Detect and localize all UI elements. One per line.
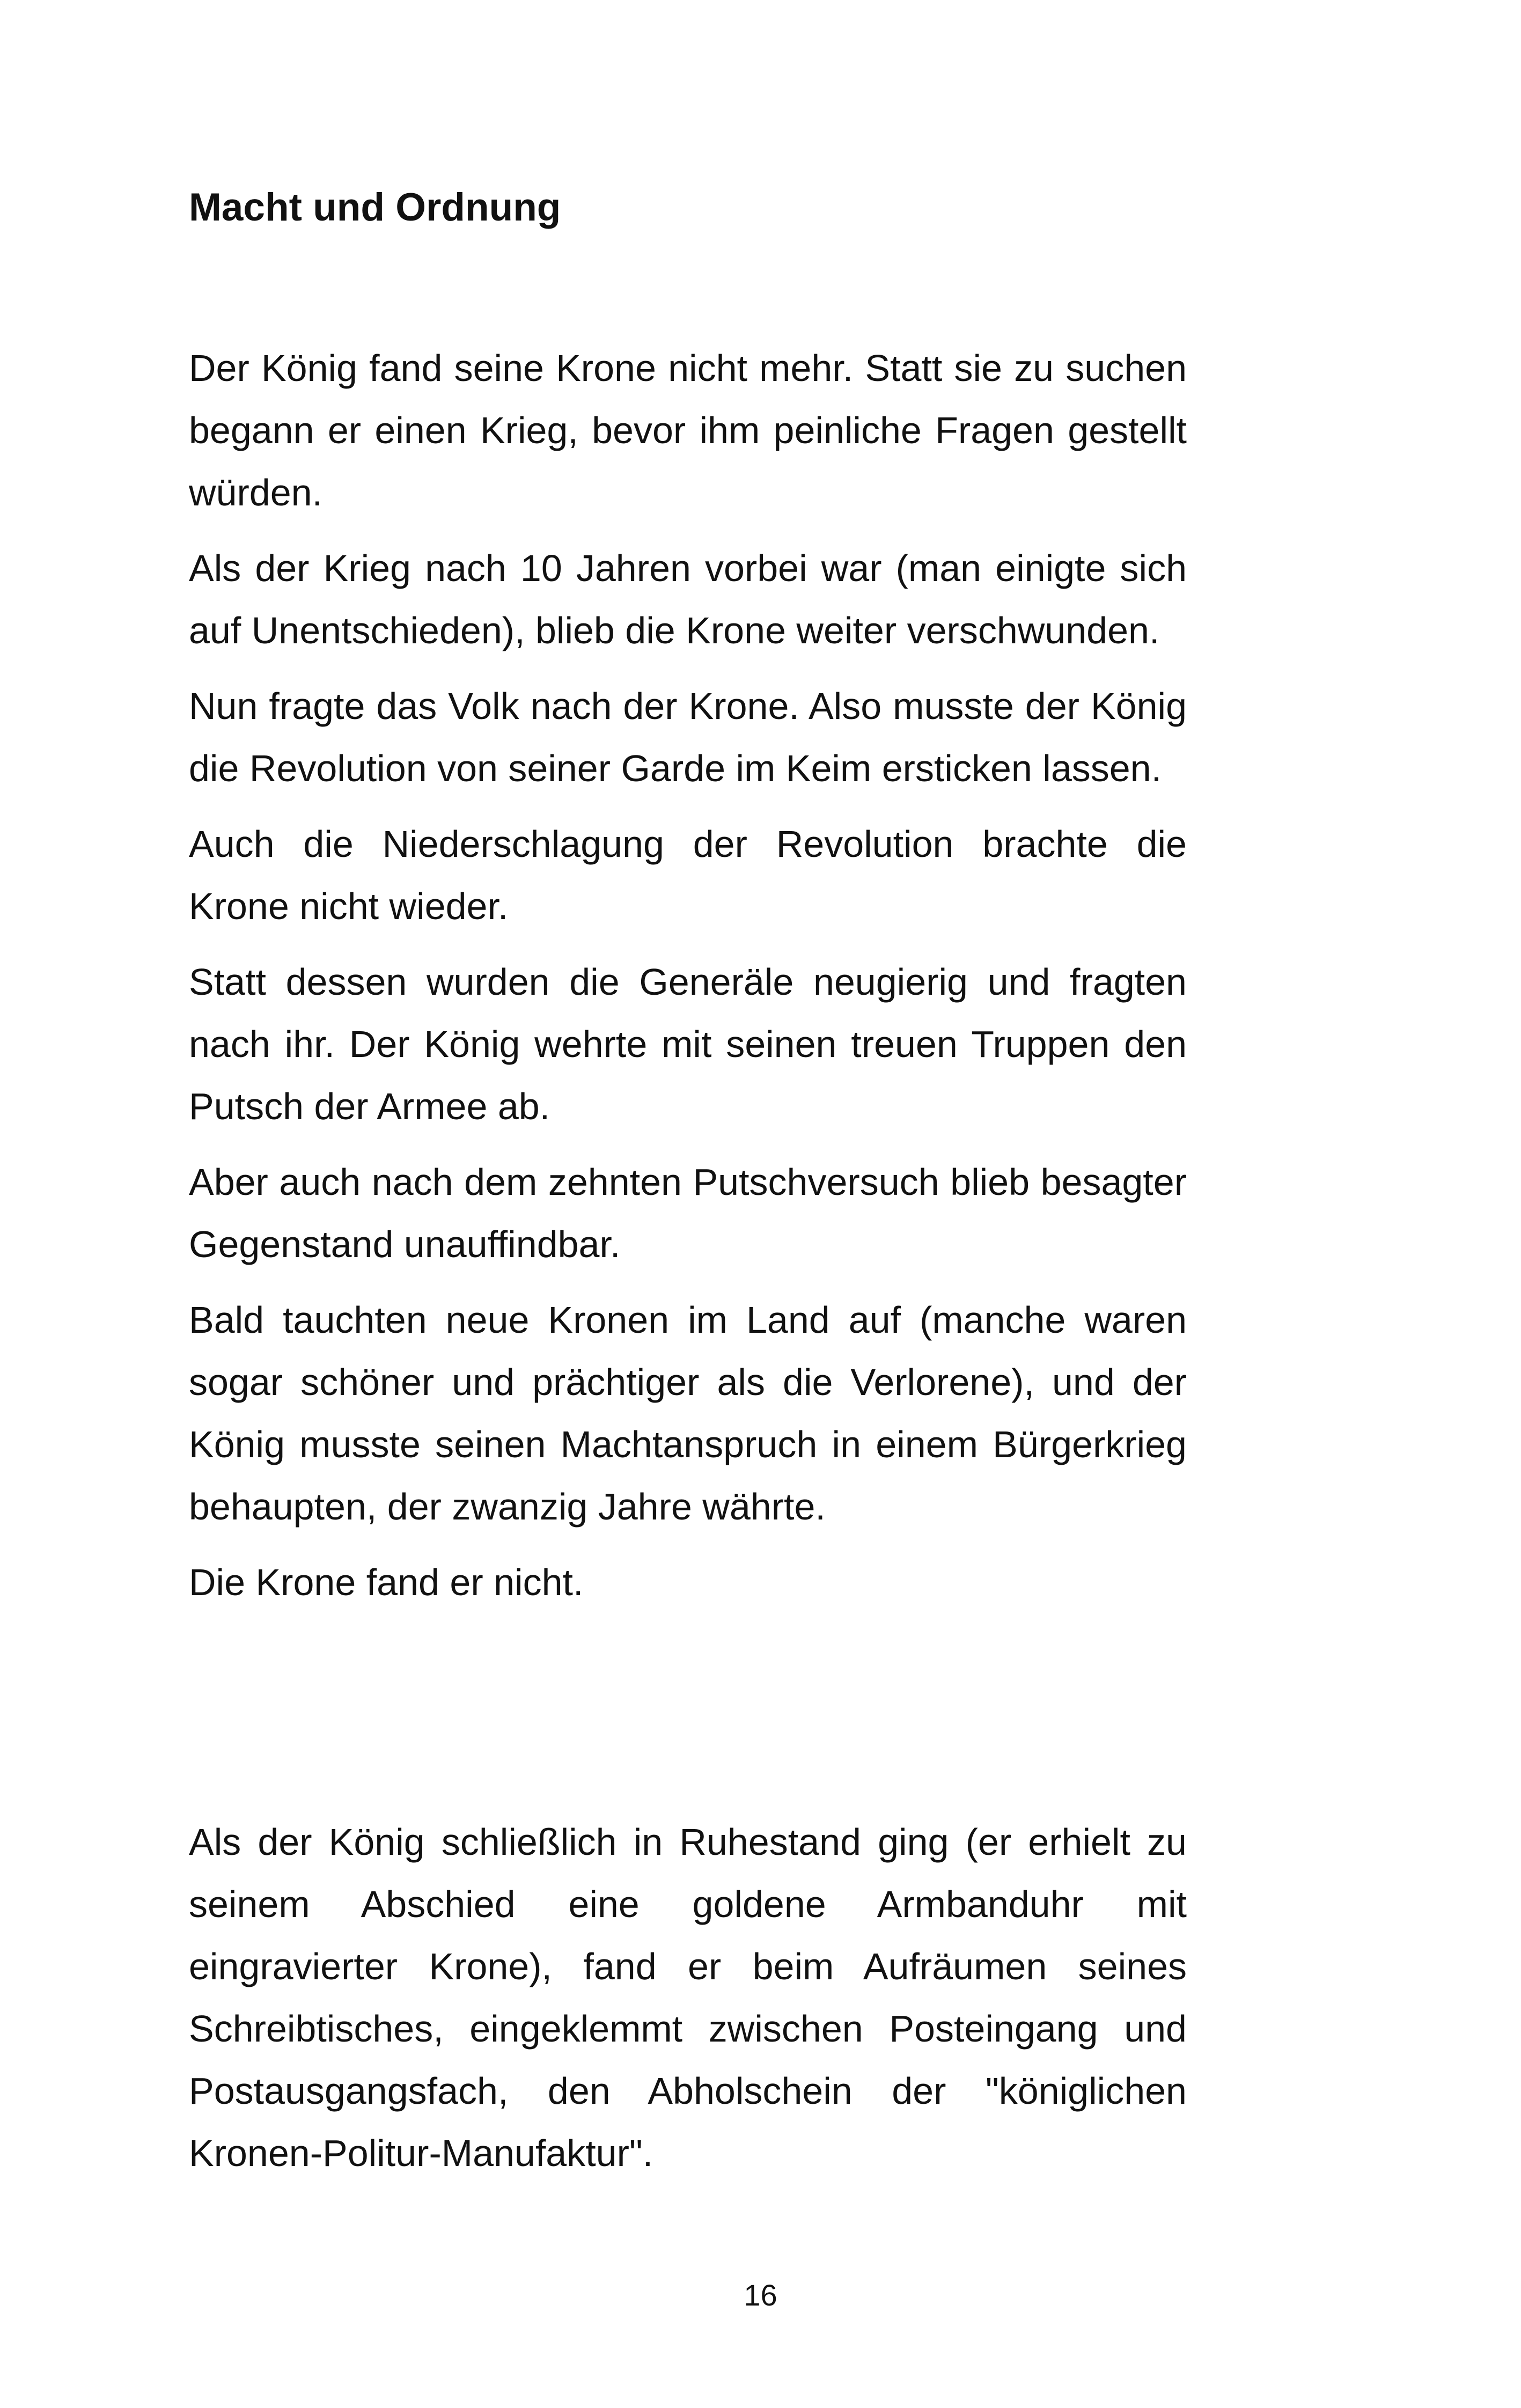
chapter-title: Macht und Ordnung xyxy=(189,186,561,229)
story-body xyxy=(189,337,1187,1613)
paragraph: Nun fragte das Volk nach der Krone. Also musste der König die Revolution von seiner Garde im Keim ersticken lassen. xyxy=(189,685,1187,789)
paragraph: Aber auch nach dem zehnten Putschversuch blieb besagter Gegenstand unauffindbar. xyxy=(189,1161,1187,1265)
page-number: 16 xyxy=(744,2278,777,2312)
paragraph: Auch die Niederschlagung der Revolution brachte die Krone nicht wieder. xyxy=(189,823,1187,927)
paragraph: Als der König schließlich in Ruhestand ging (er erhielt zu seinem Abschied eine goldene Armbanduhr mit eingravierter Krone), fand er beim Aufräumen seines Schreibtisches, eingeklemmt zwischen Posteingang und Postausgangsfach, den Abholschein der "königlichen Kronen-Politur-Manufaktur". xyxy=(189,1821,1187,2174)
paragraph: Bald tauchten neue Kronen im Land auf (manche waren sogar schöner und prächtiger als die Verlorene), und der König musste seinen Machtanspruch in einem Bürgerkrieg behaupten, der zwanzig Jahre währte. xyxy=(189,1299,1187,1528)
paragraph: Als der Krieg nach 10 Jahren vorbei war (man einigte sich auf Unentschieden), blieb die Krone weiter verschwunden. xyxy=(189,547,1187,651)
story-ending xyxy=(189,1811,1187,2184)
paragraph: Statt dessen wurden die Generäle neugierig und fragten nach ihr. Der König wehrte mit seinen treuen Truppen den Putsch der Armee ab. xyxy=(189,961,1187,1127)
paragraph: Der König fand seine Krone nicht mehr. Statt sie zu suchen begann er einen Krieg, bevor ihm peinliche Fragen gestellt würden. xyxy=(189,347,1187,513)
paragraph: Die Krone fand er nicht. xyxy=(189,1561,584,1603)
